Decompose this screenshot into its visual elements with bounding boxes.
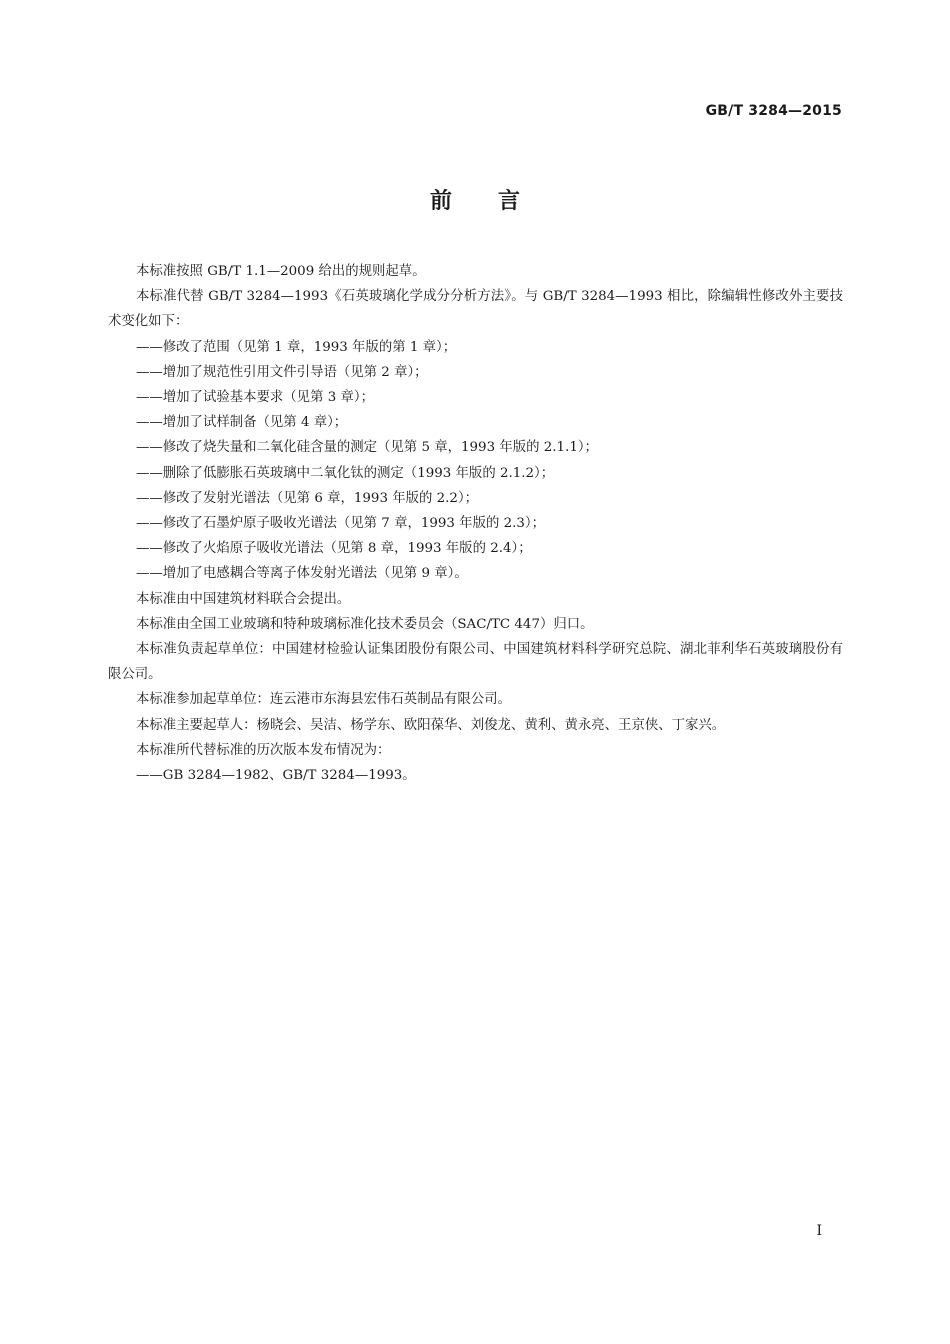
paragraph-main-drafters: 本标准主要起草人：杨晓会、吴洁、杨学东、欧阳葆华、刘俊龙、黄利、黄永亮、王京侠、丁家兴。 [136,717,726,733]
list-item-change: ——增加了规范性引用文件引导语（见第 2 章）； [136,364,428,380]
list-item-change: ——修改了火焰原子吸收光谱法（见第 8 章，1993 年版的 2.4）； [136,541,532,557]
page-title [0,184,950,215]
paragraph-replacement: 本标准代替 GB/T 3284—1993《石英玻璃化学成分分析方法》。与 GB/T 3284—1993 相比，除编辑性修改外主要技术变化如下： [108,289,843,330]
list-item-change: ——修改了发射光谱法（见第 6 章，1993 年版的 2.2）； [136,490,479,506]
list-item-history: ——GB 3284—1982、GB/T 3284—1993。 [136,768,416,784]
list-item-change: ——增加了试验基本要求（见第 3 章）； [136,390,374,406]
standard-code: GB/T 3284—2015 [705,103,842,119]
list-item-change: ——修改了范围（见第 1 章，1993 年版的第 1 章）； [136,339,457,355]
list-item-change: ——增加了电感耦合等离子体发射光谱法（见第 9 章）。 [136,566,468,582]
paragraph-participating-drafters: 本标准参加起草单位：连云港市东海县宏伟石英制品有限公司。 [136,692,511,708]
foreword-body [108,259,843,788]
list-item-change: ——删除了低膨胀石英玻璃中二氧化钛的测定（1993 年版的 2.1.2）； [136,465,555,481]
list-item-change: ——增加了试样制备（见第 4 章）； [136,415,348,431]
title-char-1: 前 [429,189,452,214]
title-char-2: 言 [498,189,521,214]
page-number: I [816,1223,822,1239]
list-item-change: ——修改了烧失量和二氧化硅含量的测定（见第 5 章，1993 年版的 2.1.1）； [136,440,598,456]
paragraph-lead-drafters: 本标准负责起草单位：中国建材检验认证集团股份有限公司、中国建筑材料科学研究总院、湖北菲利华石英玻璃股份有限公司。 [108,642,843,683]
paragraph-drafting-rules: 本标准按照 GB/T 1.1—2009 给出的规则起草。 [136,264,426,279]
paragraph-proposer: 本标准由中国建筑材料联合会提出。 [136,591,351,607]
paragraph-history: 本标准所代替标准的历次版本发布情况为： [136,742,391,758]
paragraph-committee: 本标准由全国工业玻璃和特种玻璃标准化技术委员会（SAC/TC 447）归口。 [136,616,594,632]
list-item-change: ——修改了石墨炉原子吸收光谱法（见第 7 章，1993 年版的 2.3）； [136,516,545,532]
